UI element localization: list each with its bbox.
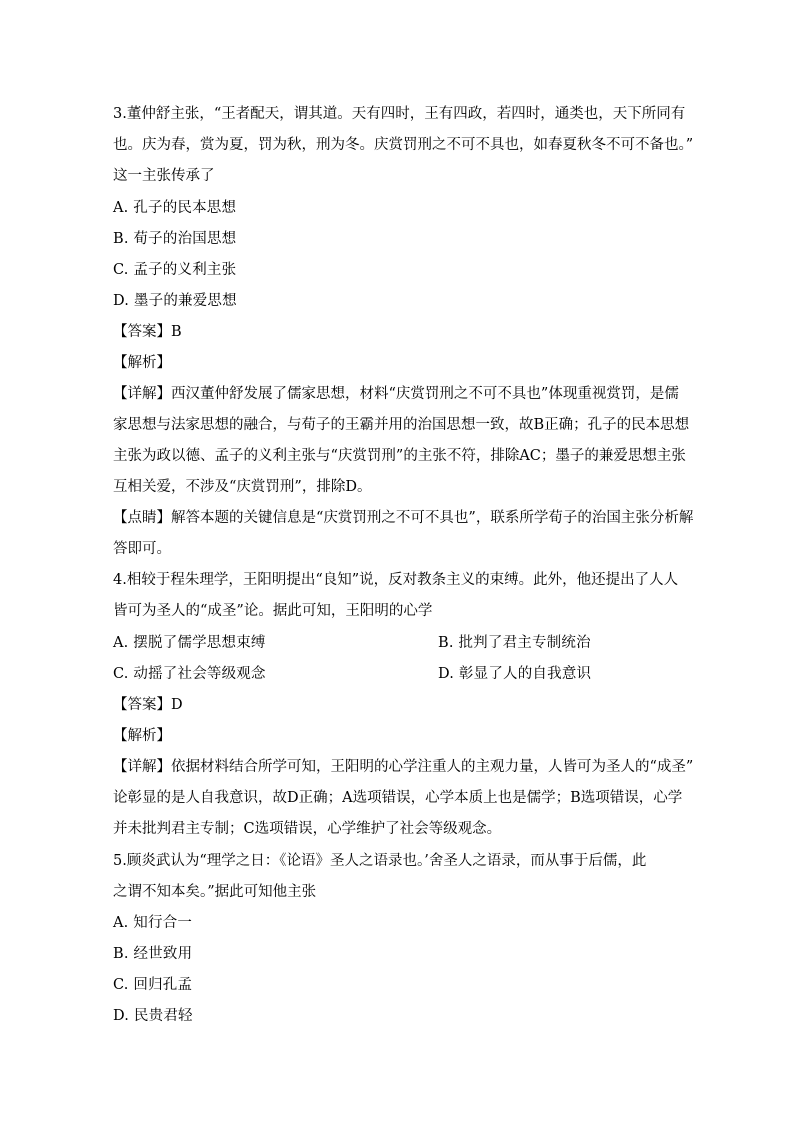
q4-option-b: B. 批判了君主专制统治 [438, 635, 591, 651]
q3-option-d: D. 墨子的兼爱思想 [113, 293, 237, 309]
q4-detail-line-1: 【详解】依据材料结合所学可知，王阳明的心学注重人的主观力量，人皆可为圣人的“成圣” [113, 759, 694, 775]
q5-option-c: C. 回归孔孟 [113, 977, 193, 993]
q4-option-d: D. 彰显了人的自我意识 [438, 666, 592, 682]
q3-answer: 【答案】B [113, 324, 182, 340]
q3-stem-line-2: 也。庆为春，赏为夏，罚为秋，刑为冬。庆赏罚刑之不可不具也，如春夏秋冬不可不备也。” [113, 137, 694, 153]
q4-stem-line-1: 4.相较于程朱理学，王阳明提出“良知”说，反对教条主义的束缚。此外，他还提出了人人 [113, 572, 679, 588]
q4-options-row-2 [113, 664, 683, 684]
q5-option-d: D. 民贵君轻 [113, 1008, 193, 1024]
q3-option-a: A. 孔子的民本思想 [113, 200, 237, 216]
q3-stem-line-3: 这一主张传承了 [113, 168, 215, 184]
q4-options-row-1 [113, 633, 683, 653]
q3-detail-line-2: 家思想与法家思想的融合，与荀子的王霸并用的治国思想一致，故B正确；孔子的民本思想 [113, 417, 690, 433]
q3-detail-line-4: 互相关爱，不涉及“庆赏罚刑”，排除D。 [113, 479, 372, 495]
q4-analysis-title: 【解析】 [113, 728, 171, 744]
q4-detail-line-3: 并未批判君主专制；C选项错误，心学维护了社会等级观念。 [113, 821, 502, 837]
q4-stem-line-2: 皆可为圣人的“成圣”论。据此可知，王阳明的心学 [113, 603, 433, 619]
q3-detail-line-3: 主张为政以德、孟子的义利主张与“庆赏罚刑”的主张不符，排除AC；墨子的兼爱思想主张 [113, 448, 686, 464]
q5-stem-line-1: 5.顾炎武认为“理学之日：《论语》圣人之语录也。’舍圣人之语录，而从事于后儒，此 [113, 853, 647, 869]
q4-detail-line-2: 论彰显的是人自我意识，故D正确；A选项错误，心学本质上也是儒学；B选项错误，心学 [113, 790, 683, 806]
q3-stem-line-1: 3.董仲舒主张，“王者配天，谓其道。天有四时，王有四政，若四时，通类也，天下所同有 [113, 106, 686, 122]
q4-option-a: A. 摆脱了儒学思想束缚 [113, 635, 266, 651]
q4-answer: 【答案】D [113, 697, 183, 713]
q5-option-a: A. 知行合一 [113, 915, 193, 931]
q5-option-b: B. 经世致用 [113, 946, 193, 962]
q3-tip-line-1: 【点睛】解答本题的关键信息是“庆赏罚刑之不可不具也”，联系所学荀子的治国主张分析解 [113, 510, 694, 526]
q3-analysis-title: 【解析】 [113, 355, 171, 371]
q3-option-c: C. 孟子的义利主张 [113, 262, 237, 278]
q3-detail-line-1: 【详解】西汉董仲舒发展了儒家思想，材料“庆赏罚刑之不可不具也”体现重视赏罚，是儒 [113, 386, 679, 402]
q3-tip-line-2: 答即可。 [113, 541, 171, 557]
q5-stem-line-2: 之谓不知本矣。”据此可知他主张 [113, 884, 317, 900]
q4-option-c: C. 动摇了社会等级观念 [113, 666, 266, 682]
q3-option-b: B. 荀子的治国思想 [113, 231, 237, 247]
